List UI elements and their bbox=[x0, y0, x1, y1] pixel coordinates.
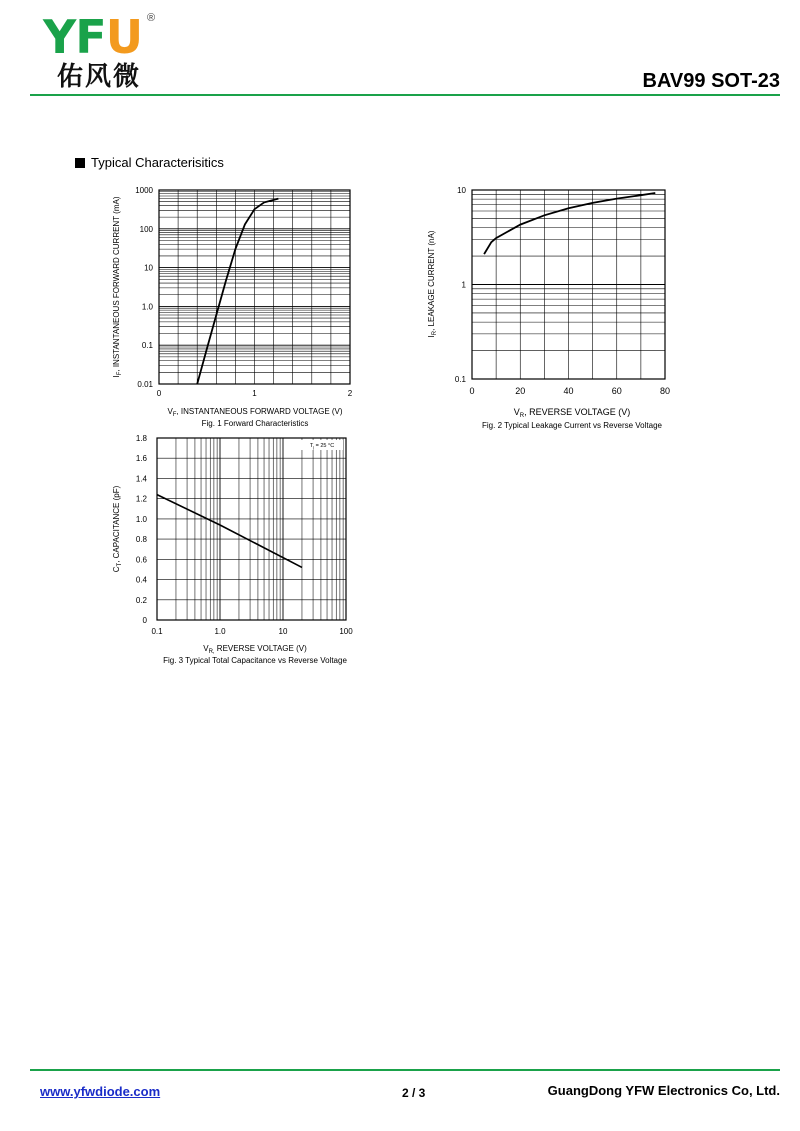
fig2-series-line bbox=[484, 193, 655, 254]
footer-divider bbox=[30, 1069, 780, 1071]
fig3-y-tick-label: 0.4 bbox=[135, 575, 147, 585]
fig1-series-line bbox=[197, 199, 278, 384]
fig1-y-tick-label: 0.1 bbox=[141, 341, 153, 351]
fig1-y-axis-label: $I_F$, INSTANTANEOUS FORWARD CURRENT (mA) bbox=[112, 196, 123, 378]
fig3-y-tick-label: 1.2 bbox=[135, 494, 147, 504]
website-link[interactable]: www.yfwdiode.com bbox=[40, 1084, 161, 1099]
fig2-y-tick-label: 1 bbox=[461, 280, 466, 290]
fig3-y-tick-label: 1.8 bbox=[135, 434, 147, 443]
fig1-x-axis-label: $V_F$, INSTANTANEOUS FORWARD VOLTAGE (V) bbox=[167, 407, 343, 418]
fig1-y-tick-label: 1000 bbox=[135, 186, 153, 195]
fig2-y-axis-label: $I_R$, LEAKAGE CURRENT (nA) bbox=[427, 230, 438, 338]
fig2-caption: Fig. 2 Typical Leakage Current vs Reverse Voltage bbox=[482, 421, 662, 430]
fig1-x-tick-label: 1 bbox=[252, 389, 257, 398]
fig1-y-tick-label: 1.0 bbox=[141, 302, 153, 312]
document-title: BAV99 SOT-23 bbox=[642, 70, 780, 92]
fig2-y-tick-label: 0.1 bbox=[454, 375, 466, 384]
fig1-tick-labels bbox=[135, 186, 353, 398]
fig1-y-tick-label: 10 bbox=[144, 263, 153, 273]
fig1-forward-chart bbox=[105, 180, 365, 430]
square-bullet-icon bbox=[75, 158, 85, 168]
logo-wordmark: YFU bbox=[43, 10, 143, 64]
fig3-x-tick-label: 100 bbox=[339, 627, 353, 636]
fig1-caption: Fig. 1 Forward Characteristics bbox=[201, 419, 309, 428]
fig1-y-tick-label: 0.01 bbox=[137, 380, 153, 389]
fig2-x-tick-label: 60 bbox=[611, 386, 622, 396]
registered-mark: ® bbox=[147, 12, 156, 24]
fig3-plot-frame bbox=[157, 438, 346, 620]
fig2-x-tick-label: 20 bbox=[515, 386, 526, 396]
fig3-x-tick-label: 1.0 bbox=[214, 627, 226, 636]
fig3-x-tick-label: 10 bbox=[278, 627, 288, 636]
fig3-y-axis-label: $C_T$, CAPACITANCE (pF) bbox=[112, 485, 123, 573]
fig2-x-tick-label: 0 bbox=[469, 386, 475, 396]
fig2-x-tick-label: 40 bbox=[563, 386, 574, 396]
fig1-x-tick-label: 0 bbox=[156, 389, 162, 398]
fig3-grid bbox=[157, 438, 346, 620]
section-heading: Typical Characterisitics bbox=[75, 155, 224, 170]
fig1-grid bbox=[159, 190, 350, 384]
fig2-leakage-chart bbox=[420, 180, 690, 435]
fig1-y-tick-label: 100 bbox=[139, 224, 153, 234]
header-divider bbox=[30, 94, 780, 96]
fig1-x-tick-label: 2 bbox=[347, 389, 353, 398]
fig2-x-tick-label: 80 bbox=[659, 386, 671, 396]
page-number: 2 / 3 bbox=[402, 1086, 426, 1100]
fig3-tick-labels bbox=[136, 434, 353, 636]
company-logo bbox=[43, 12, 163, 92]
fig2-grid bbox=[472, 190, 665, 379]
fig3-x-tick-label: 0.1 bbox=[151, 627, 163, 636]
fig2-y-tick-label: 10 bbox=[457, 186, 466, 195]
fig2-tick-labels bbox=[455, 186, 670, 396]
company-name: GuangDong YFW Electronics Co, Ltd. bbox=[547, 1083, 780, 1098]
fig3-capacitance-chart bbox=[105, 432, 370, 672]
fig3-y-tick-label: 0.2 bbox=[135, 595, 147, 605]
fig3-y-tick-label: 1.0 bbox=[135, 514, 147, 524]
fig3-y-tick-label: 1.4 bbox=[135, 474, 147, 484]
fig3-x-axis-label: $V_{R,}$ REVERSE VOLTAGE (V) bbox=[203, 644, 307, 655]
fig3-temperature-annotation: $T_j = 25$ °C bbox=[309, 443, 335, 450]
fig3-y-tick-label: 0.8 bbox=[135, 535, 147, 545]
fig2-x-axis-label: $V_R$, REVERSE VOLTAGE (V) bbox=[513, 407, 631, 419]
fig3-y-tick-label: 0.6 bbox=[135, 555, 147, 565]
logo-w-letter: U bbox=[105, 10, 143, 64]
fig3-y-tick-label: 0 bbox=[142, 616, 147, 625]
fig3-caption: Fig. 3 Typical Total Capacitance vs Reverse Voltage bbox=[163, 656, 347, 665]
logo-chinese-name: 佑风微 bbox=[57, 62, 142, 92]
fig3-y-tick-label: 1.6 bbox=[135, 454, 147, 464]
